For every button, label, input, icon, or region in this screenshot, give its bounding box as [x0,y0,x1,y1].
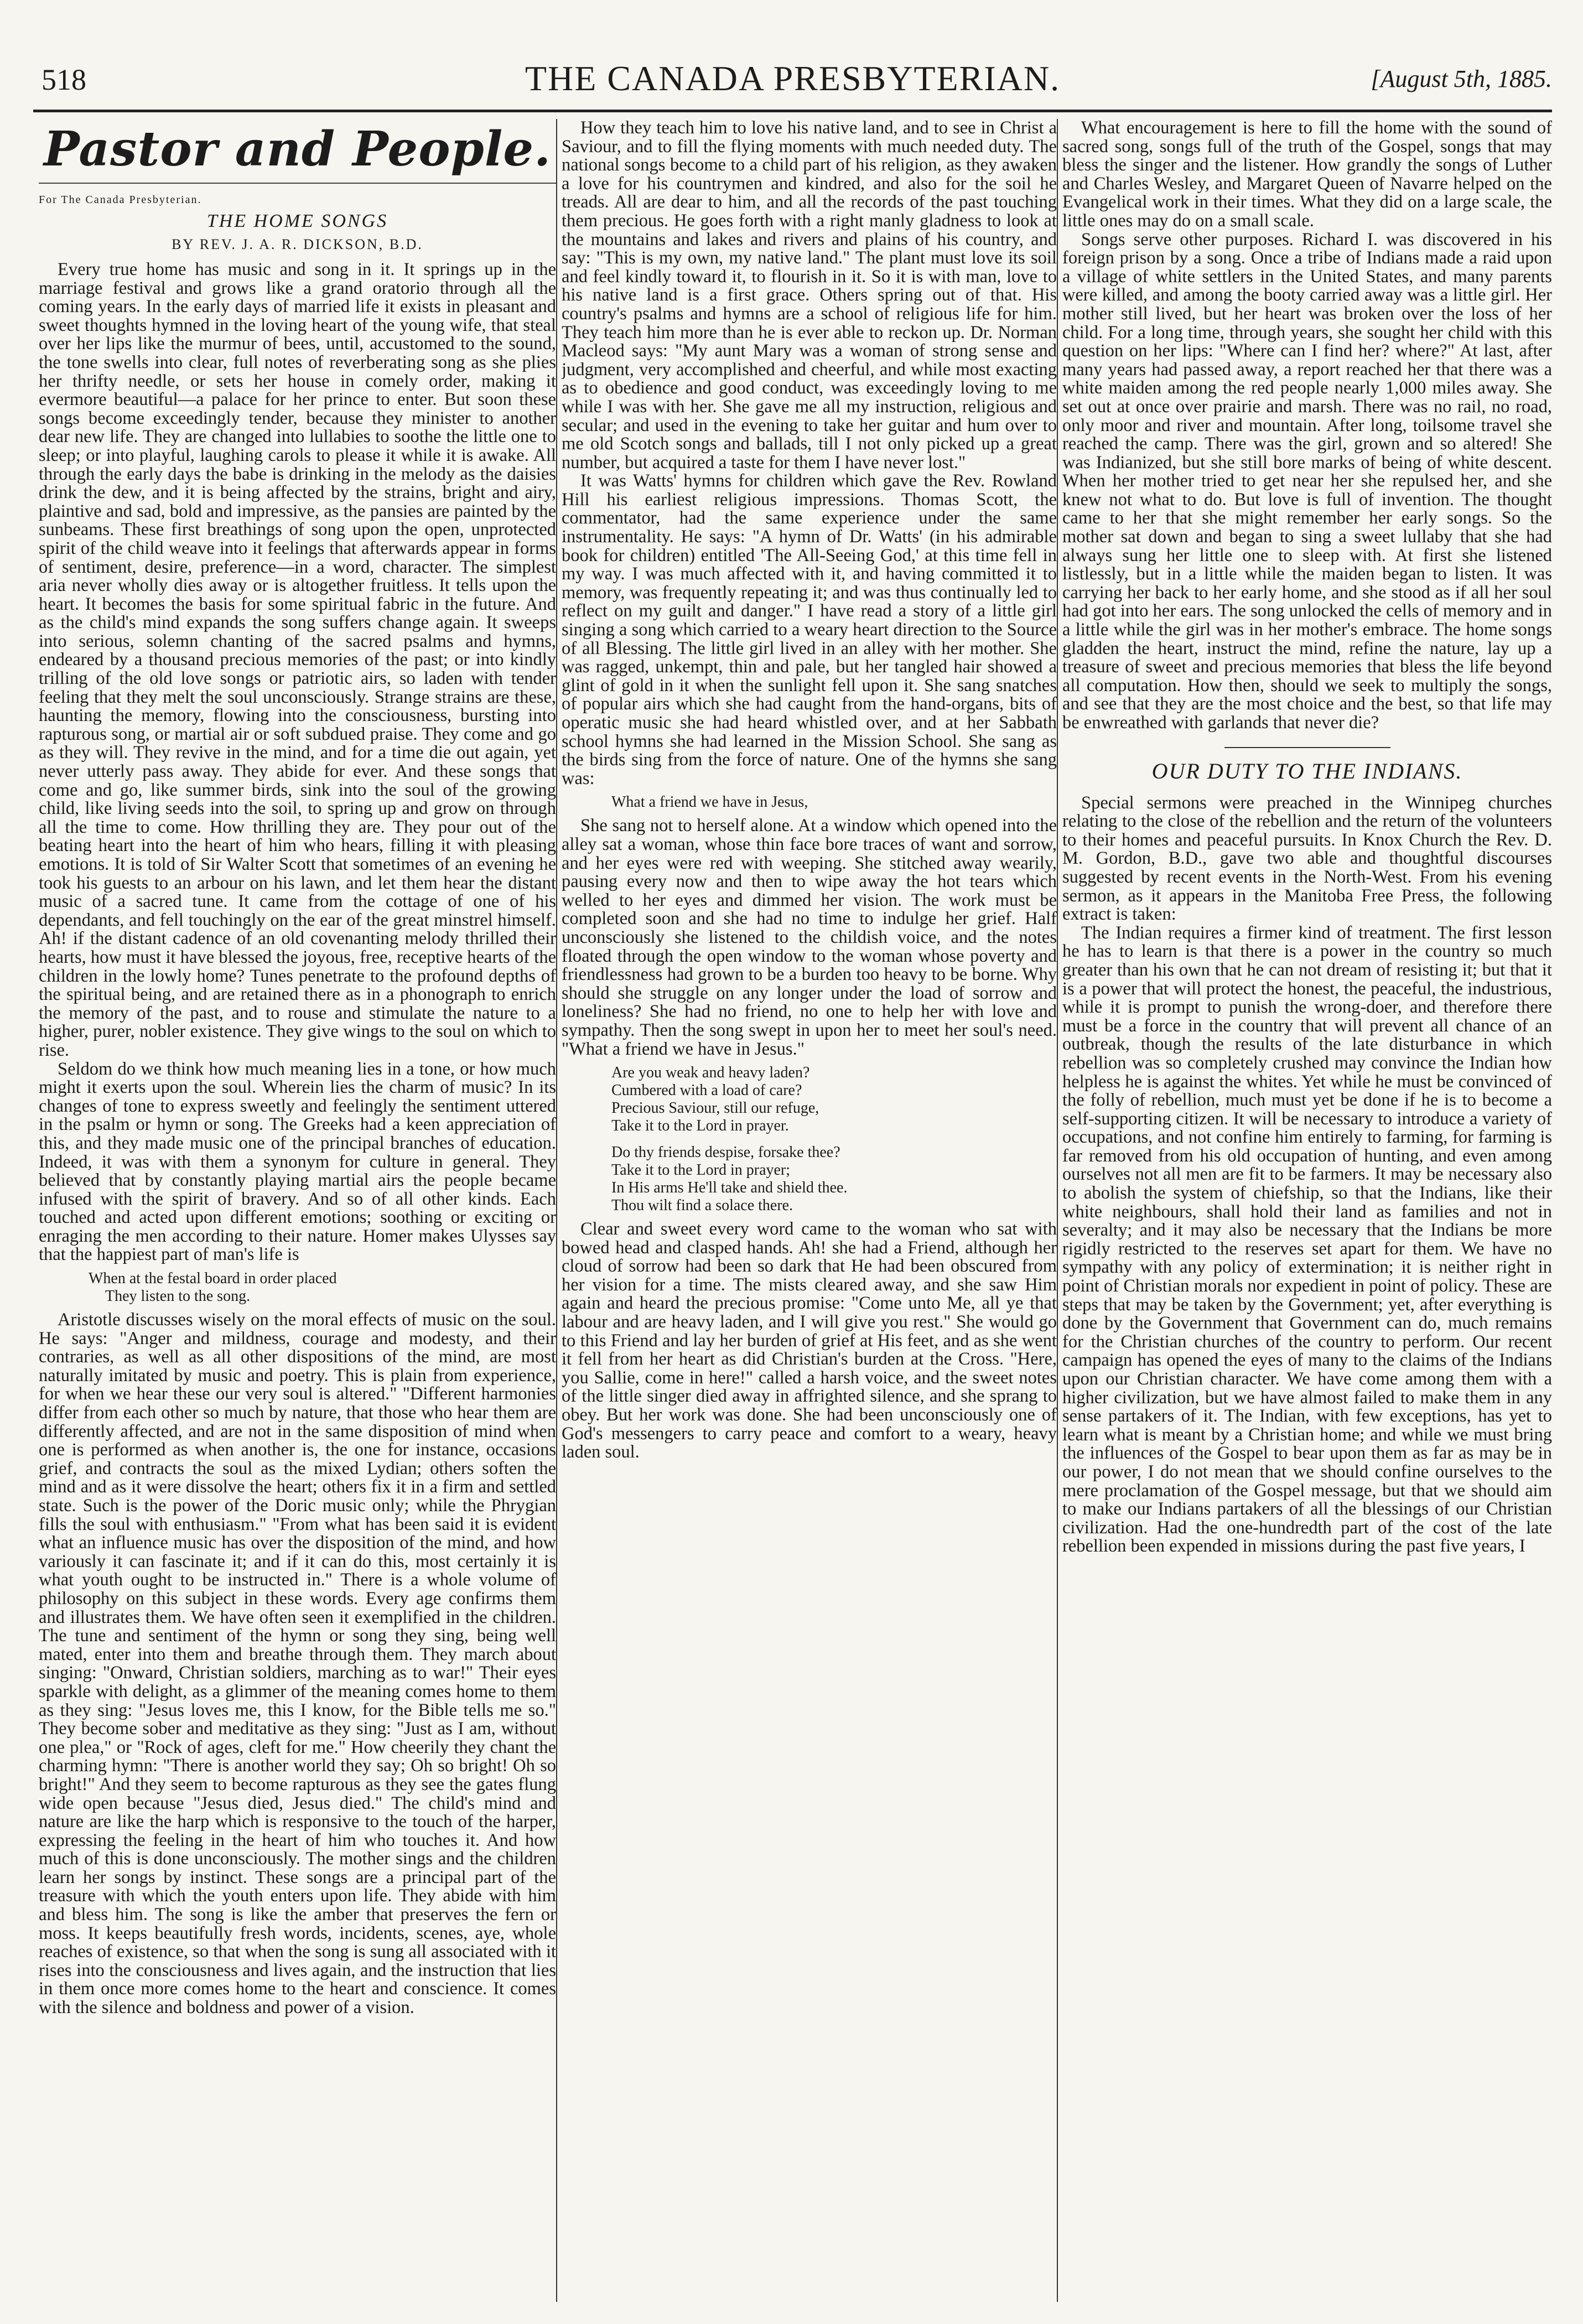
paragraph: How they teach him to love his native land, and to see in Christ a Saviour, and to fill the flying moments with much needed duty. The national songs become to a child part of his religion, as they awaken a love for his countrymen and kindred, and also for the soil he treads. All are dear to him, and all the records of the past touching them precious. He goes forth with a right manly gladness to look at the mountains and lakes and rivers and plains of his country, and say: "This is my own, my native land." The plant must love its soil and feel kindly toward it, to flourish in it. So it is with man, love to his native land is a first grace. Others spring out of that. His country's psalms and hymns are a school of religious life for him. They teach him more than he is ever able to reckon up. Dr. Norman Macleod says: "My aunt Mary was a woman of strong sense and judgment, very accomplished and cheerful, and while most exacting as to obedience and good conduct, was exceedingly loving to me while I was with her. She gave me all my instruction, religious and secular; and used in the evening to take her guitar and hum over to me old Scotch songs and ballads, till I not only picked up a great number, but acquired a taste for them I have never lost." [562,119,1057,473]
paragraph: She sang not to herself alone. At a window which opened into the alley sat a woman, whose thin face bore traces of want and sorrow, and her eyes were red with weeping. She stitched away wearily, pausing every now and then to wipe away the hot tears which welled to her eyes and dimmed her vision. The work must be completed soon and she had no time to indulge her grief. Half unconsciously she listened to the childish voice, and the notes floated through the open window to the woman whose poverty and friendlessness had grown to be a burden too heavy to be borne. Why should she struggle on any longer under the load of sorrow and loneliness? She had no friend, no one to help her with love and sympathy. Then the song swept in upon her to meet her soul's need. "What a friend we have in Jesus." [562,816,1057,1059]
article-separator [1224,747,1390,748]
page-header [33,58,1552,102]
paragraph: Songs serve other purposes. Richard I. was discovered in his foreign prison by a song. Once a tribe of Indians made a raid upon a village of white settlers in the United States, and many parents were killed, and among the booty carried away was a little girl. Her mother still lived, but her heart was broken over the loss of her child. For a long time, through years, she sought her child with this question on her lips: "Where can I find her? where?" At last, after many years had passed away, a report reached her that there was a white maiden among the red people nearly 1,000 miles away. She set out at once over prairie and marsh. There was no rail, no road, only moor and river and mountain. After long, toilsome travel she reached the camp. There was the girl, grown and so altered! She was Indianized, but she still bore marks of being of white descent. When her mother tried to get near her she repulsed her, and she knew not what to do. But love is full of invention. The thought came to her that she might remember her early songs. So the mother sat down and began to sing a sweet lullaby that she had always sung her little one to sleep with. At first she listened listlessly, but in a little while the maiden began to listen. It was carrying her back to her early home, and she stood as if all her soul had got into her ears. The song unlocked the cells of memory and in a little while the girl was in her mother's embrace. The home songs gladden the heart, instruct the mind, refine the nature, lay up a treasure of sweet and precious memories that bless the life beyond all computation. How then, should we seek to multiply the songs, and see that they are the most choice and the best, so that life may be enwreathed with garlands that never die? [1062,229,1552,733]
verse-line: Thou wilt find a solace there. [611,1197,793,1215]
verse-quote [611,793,1057,811]
paragraph: Aristotle discusses wisely on the moral effects of music on the soul. He says: "Anger and mildness, courage and modesty, and their contraries, as well as all other dispositions of the mind, are most naturally imitated by music and poetry. This is plain from experience, for when we hear these our very soul is altered." "Different harmonies differ from each other so much by nature, that those who hear them are differently affected, and are not in the same disposition of mind when one is performed as when another is, the one for instance, occasions grief, and contracts the soul as the mixed Lydian; others soften the mind and as it were dissolve the heart; others fix it in a firm and settled state. Such is the power of the Doric music only; while the Phrygian fills the soul with enthusiasm." "From what has been said it is evident what an influence music has over the disposition of the mind, and how variously it can fascinate it; and if it can do this, most certainly it is what youth ought to be instructed in." There is a whole volume of philosophy on this subject in these words. Every age confirms them and illustrates them. We have often seen it exemplified in the children. The tune and sentiment of the hymn or song they sing, being well mated, enter into them and breathe through them. They march about singing: "Onward, Christian soldiers, marching as to war!" Their eyes sparkle with delight, as a glimmer of the meaning comes home to them as they sing: "Jesus loves me, this I know, for the Bible tells me so." They become sober and meditative as they sing: "Just as I am, without one plea," or "Rock of ages, cleft for me." How cheerily they chant the charming hymn: "There is another world they say; Oh so bright! Oh so bright!" And they seem to become rapturous as they see the gates flung wide open because "Jesus died, Jesus died." The child's mind and nature are like the harp which is responsive to the touch of the harper, expressing the feeling in the heart of him who touches it. And how much of this is done unconsciously. The mother sings and the children learn her songs by instinct. These songs are a principal part of the treasure with which the youth enters upon life. They abide with him and bless him. The song is like the amber that preserves the fern or moss. It keeps beautifully fresh words, incidents, scenes, aye, whole reaches of existence, so that when the song is sung all associated with it rises into the consciousness and lives again, and the instruction that lies in them once more comes home to the heart and conscience. It comes with the silence and boldness and power of a vision. [39,1310,556,2018]
article-title: THE HOME SONGS [206,211,388,231]
verse-line: They listen to the song. [105,1288,251,1305]
issue-date: [August 5th, 1885. [1371,65,1552,92]
paragraph: Seldom do we think how much meaning lies in a tone, or how much might it exerts upon the soul. Wherein lies the charm of music? In its changes of tone to express sweetly and feelingly the sentiment uttered in the psalm or hymn or song. The Greeks had a keen appreciation of this, and they made music one of the principal branches of education. Indeed, it was with them a synonym for culture in general. They believed that by constantly playing martial airs the people became infused with the spirit of bravery. And so of all other kinds. Each touched and acted upon different emotions; soothing or exciting or enraging the men according to their nature. Homer makes Ulysses say that the happiest part of man's life is [39,1059,556,1265]
paragraph: It was Watts' hymns for children which gave the Rev. Rowland Hill his earliest religious impressions. Thomas Scott, the commentator, had the same experience under the same instrumentality. He says: "A hymn of Dr. Watts' (in his admirable book for children) entitled 'The All-Seeing God,' at this time fell in my way. I was much affected with it, and having committed it to memory, was frequently repeating it; and was thus continually led to reflect on my guilt and danger." I have read a story of a little girl singing a song which carried to a weary heart direction to the Source of all Blessing. The little girl lived in an alley with her mother. She was ragged, unkempt, thin and pale, but her tangled hair showed a glint of gold in it when the sunlight fell upon it. She sang snatches of popular airs which she had caught from the hand-organs, bits of operatic music she had heard whistled over, and at her Sabbath school hymns she had learned in the Mission School. She sang as the birds sing from the force of nature. One of the hymns she sang was: [562,471,1057,788]
paragraph: Special sermons were preached in the Winnipeg churches relating to the close of the rebellion and the return of the volunteers to their homes and peaceful pursuits. In Knox Church the Rev. D. M. Gordon, B.D., gave two able and thoughtful discourses suggested by recent events in the North-West. From his evening sermon, as it appears in the Manitoba Free Press, the following extract is taken: [1062,792,1552,925]
hymn-verse [611,1064,1057,1215]
column-1 [39,119,556,2302]
verse-line: What a friend we have in Jesus, [611,793,808,811]
paragraph: Every true home has music and song in it. It springs up in the marriage festival and grows like a grand oratorio through all the coming years. In the early days of married life it exists in pleasant and sweet thoughts hymned in the loving heart of the young wife, that steal over her lips like the murmur of bees, until, accustomed to the sound, the tone swells into clear, full notes of reverberating song as she plies her thrifty needle, or sets her house in comely order, making it evermore beautiful—a palace for her prince to enter. But soon these songs become exceedingly tender, because they minister to another dear new life. They are changed into lullabies to soothe the little one to sleep; or into playful, laughing carols to please it while it is awake. All through the early days the babe is drinking in the melody as the daisies drink the dew, and it is being affected by the strains, bright and airy, plaintive and sad, bold and impressive, as the pansies are painted by the sunbeams. These first breathings of song upon the open, unprotected spirit of the child weave into it feelings that afterwards appear in forms of sentiment, desire, preference—in a word, character. The simplest aria never wholly dies away or is altogether fruitless. It tells upon the heart. It becomes the basis for some spiritual fabric in the future. And as the child's mind expands the song suffers change again. It sweeps into serious, solemn chanting of the sacred psalms and hymns, endeared by a thousand precious memories of the past; or into kindly trilling of the old love songs or patriotic airs, so laden with tender feeling that they melt the soul unconsciously. Strange strains are these, haunting the memory, flowing into the consciousness, bursting into rapturous song, or martial air or soft subdued praise. They come and go as they will. They revive in the mind, and for a time die out again, yet never utterly pass away. They abide for ever. And these songs that come and go, like summer birds, sink into the soul of the growing child, like living seeds into the soil, to spring up and grow on through all the time to come. How thrilling they are. They pour out of the beating heart into the heart of him who hears, filling it with pleasing emotions. It is told of Sir Walter Scott that sometimes of an evening he took his guests to an arbour on his lawn, and let them hear the distant music of a sacred tune. It came from the cottage of one of his dependants, and fell touchingly on the ear of the great minstrel himself. Ah! if the distant cadence of an old covenanting melody thrilled their hearts, how must it have blessed the joyous, free, receptive hearts of the children in the lowly home? Tunes penetrate to the profound depths of the spiritual being, and are retained there as in a phonograph to enrich the memory of the past, and to rouse and stimulate the nature to a higher, purer, nobler existence. They give wings to the soul on which to rise. [39,260,556,1060]
verse-line: When at the festal board in order placed [89,1270,337,1288]
byline: BY REV. J. A. R. DICKSON, B.D. [172,236,423,252]
column-divider [556,119,557,2302]
header-rule [33,110,1552,112]
verse-line: Take it to the Lord in prayer. [611,1117,789,1135]
verse-quote [89,1270,556,1305]
attribution: For The Canada Presbyterian. [39,194,202,206]
article-title: OUR DUTY TO THE INDIANS. [1151,758,1463,784]
verse-line: Cumbered with a load of care? [611,1082,802,1099]
paragraph: Clear and sweet every word came to the woman who sat with bowed head and clasped hands. Ah! she had a Friend, although her cloud of sorrow had been so dark that He had been obscured from her vision for a time. The mists cleared away, and she saw Him again and heard the precious promise: "Come unto Me, all ye that labour and are heavy laden, and I will give you rest." She would go to this Friend and lay her burden of grief at His feet, and as she went it fell from her heart as did Christian's burden at the Cross. "Here, you Sallie, come in here!" called a harsh voice, and the sweet notes of the little singer died away in affrighted silence, and she sprang to obey. But her work was done. She had been unconsciously one of God's messengers to carry peace and comfort to a weary, heavy laden soul. [562,1219,1057,1462]
verse-line: Do thy friends despise, forsake thee? [611,1144,840,1161]
column-2 [562,119,1057,2302]
verse-line: Take it to the Lord in prayer; [611,1161,791,1179]
verse-line: In His arms He'll take and shield thee. [611,1179,848,1197]
page-number: 518 [41,63,86,96]
column-divider [1057,119,1058,2302]
paragraph: What encouragement is here to fill the home with the sound of sacred song, songs full of the truth of the Gospel, songs that may bless the singer and the listener. How grandly the songs of Luther and Charles Wesley, and Margaret Queen of Navarre helped on the Evangelical work in their times. What they did on a large scale, the little ones may do on a small scale. [1062,119,1552,231]
column-3 [1062,119,1552,2302]
verse-line: Precious Saviour, still our refuge, [611,1099,819,1117]
paragraph: The Indian requires a firmer kind of treatment. The first lesson he has to learn is that there is a power in the country so much greater than his own that he can not dream of resisting it; but that it is a power that will protect the honest, the peaceful, the industrious, while it is prompt to punish the wrong-doer, and therefore there must be a force in the country that will prevent all chance of an outbreak, though the results of the late disturbance in which rebellion was so completely crushed may convince the Indian how helpless he is against the whites. Yet while he must be convinced of the folly of rebellion, much must yet be done if he is to become a self-supporting citizen. It will be necessary to introduce a variety of occupations, and not confine him entirely to farming, for farming is far removed from his old occupation of hunting, and even among ourselves not all men are fit to be farmers. It may be necessary also to abolish the system of chiefship, so that the Indians, like their white neighbours, shall hold their land as families and not in severalty; and it may also be necessary that the Indians be more rigidly restricted to the reserves set apart for them. We have no sympathy with any policy of extermination; it is neither right in point of Christian morals nor expedient in point of policy. These are steps that may be taken by the Government; yet, after everything is done by the Government that Government can do, much remains for the Christian churches of the country to perform. Our recent campaign has opened the eyes of many to the claims of the Indians upon our Christian character. We have come among them with a higher civilization, but we have almost failed to make them in any sense partakers of it. The Indian, with few exceptions, has yet to learn what is meant by a Christian home; and while we must bring the influences of the Gospel to bear upon them as far as may be in our power, I do not mean that we should confine ourselves to the mere proclamation of the Gospel message, but that we should aim to make our Indians partakers of all the blessings of our Christian civilization. Had the one-hundredth part of the cost of the late rebellion been expended in missions during the past five years, I [1062,922,1552,1557]
section-title: Pastor and People. [39,121,556,184]
masthead: THE CANADA PRESBYTERIAN. [525,59,1061,98]
verse-line: Are you weak and heavy laden? [611,1064,810,1082]
